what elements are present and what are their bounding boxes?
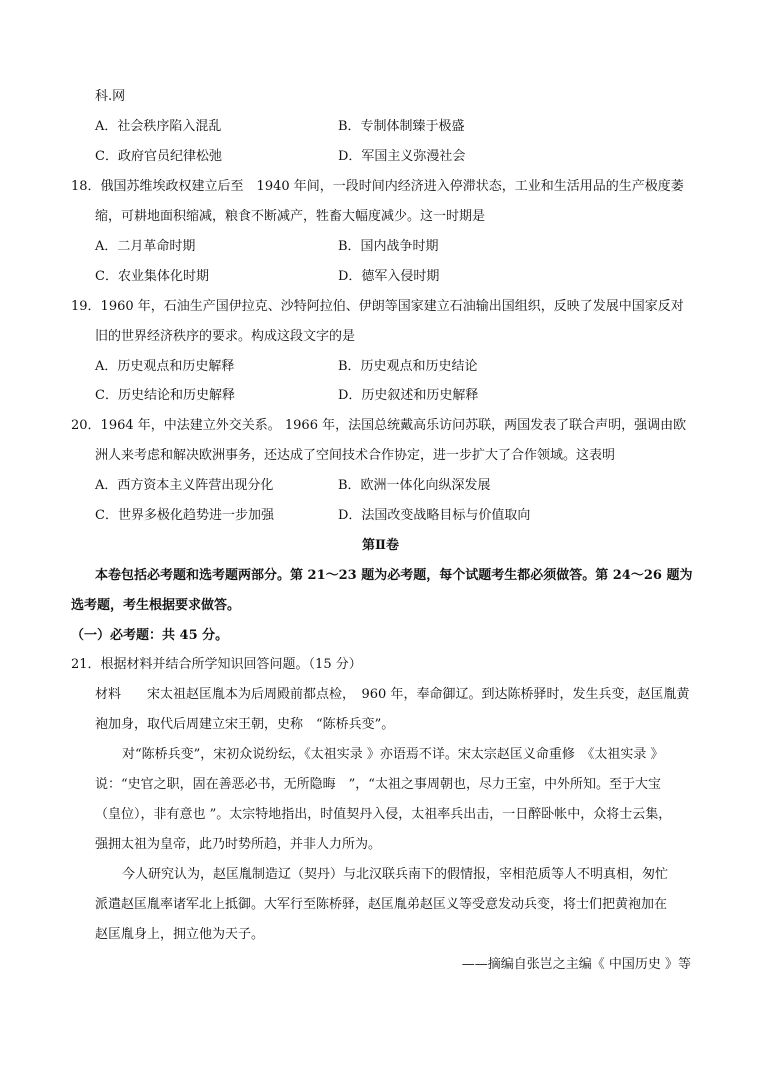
q18-option-a: A．二月革命时期 [95, 239, 196, 254]
part2-instructions-line1: 本卷包括必考题和选考题两部分。第 21～23 题为必考题，每个试题考生都必须做答。第 24～26 题为 [95, 568, 693, 583]
q21-source: ——摘编自张岂之主编《 中国历史 》等 [461, 957, 691, 972]
q21-para2-line1: 对“陈桥兵变”，宋初众说纷纭，《太祖实录 》亦语焉不详。宋太宗赵匡义命重修 《太祖实录 》 [122, 747, 664, 762]
q19-option-d: D．历史叙述和历史解释 [338, 388, 479, 403]
q20-option-c: C．世界多极化趋势进一步加强 [95, 508, 274, 523]
q18-stem-line1: 18．俄国苏维埃政权建立后至 1940 年间，一段时间内经济进入停滞状态，工业和生活用品的生产极度萎 [71, 179, 684, 194]
q20-stem-line2: 洲人来考虑和解决欧洲事务，还达成了空间技术合作协定，进一步扩大了合作领域。这表明 [95, 448, 616, 463]
q18-option-c: C．农业集体化时期 [95, 269, 209, 284]
q21-para3-line3: 赵匡胤身上，拥立他为天子。 [95, 927, 265, 942]
q17-option-c: C．政府官员纪律松弛 [95, 149, 222, 164]
q20-option-d: D．法国改变战略目标与价值取向 [338, 508, 531, 523]
q18-stem-line2: 缩，可耕地面积缩减，粮食不断减产，牲畜大幅度减少。这一时期是 [95, 209, 486, 224]
q17-option-b: B．专制体制臻于极盛 [338, 119, 465, 134]
q19-option-b: B．历史观点和历史结论 [338, 359, 478, 374]
q19-stem-line1: 19．1960 年，石油生产国伊拉克、沙特阿拉伯、伊朗等国家建立石油输出国组织，反映了发展中国家反对 [71, 299, 684, 314]
q21-para3-line1: 今人研究认为，赵匡胤制造辽（契丹）与北汉联兵南下的假情报，宰相范质等人不明真相，匆忙 [122, 867, 669, 882]
q18-option-b: B．国内战争时期 [338, 239, 439, 254]
q21-para2-line4: 强拥太祖为皇帝，此乃时势所趋，并非人力所为。 [95, 837, 382, 852]
q19-stem-line2: 旧的世界经济秩序的要求。构成这段文字的是 [95, 329, 356, 344]
q20-stem-line1: 20．1964 年，中法建立外交关系。 1966 年，法国总统戴高乐访问苏联，两国发表了联合声明，强调由欧 [71, 418, 687, 433]
q19-option-a: A．历史观点和历史解释 [95, 359, 235, 374]
q21-stem: 21．根据材料并结合所学知识回答问题。（15 分） [71, 657, 362, 672]
q21-para2-line2: 说：“史官之职，固在善恶必书，无所隐晦 ”，“太祖之事周朝也，尽力王室，中外所知。至于大宝 [95, 777, 661, 792]
q18-option-d: D．德军入侵时期 [338, 269, 440, 284]
q20-option-a: A．西方资本主义阵营出现分化 [95, 478, 274, 493]
section-heading: （一）必考题：共 45 分。 [71, 628, 229, 643]
part2-title: 第Ⅱ卷 [362, 538, 399, 553]
q17-tail-text: 科.网 [95, 89, 126, 104]
part2-instructions-line2: 选考题，考生根据要求做答。 [71, 598, 241, 613]
q21-material-line1: 材料 宋太祖赵匡胤本为后周殿前都点检， 960 年，奉命御辽。到达陈桥驿时，发生兵变，赵匡胤黄 [95, 687, 690, 702]
q17-option-a: A．社会秩序陷入混乱 [95, 119, 222, 134]
q21-para2-line3: （皇位），非有意也 ”。太宗特地指出，时值契丹入侵，太祖率兵出击，一日醉卧帐中，众将士云集， [95, 807, 672, 822]
q21-material-line2: 袍加身，取代后周建立宋王朝，史称 “陈桥兵变”。 [95, 717, 395, 732]
q19-option-c: C．历史结论和历史解释 [95, 388, 235, 403]
q17-option-d: D．军国主义弥漫社会 [338, 149, 466, 164]
q21-para3-line2: 派遣赵匡胤率诸军北上抵御。大军行至陈桥驿，赵匡胤弟赵匡义等受意发动兵变，将士们把黄袍加在 [95, 897, 668, 912]
q20-option-b: B．欧洲一体化向纵深发展 [338, 478, 491, 493]
